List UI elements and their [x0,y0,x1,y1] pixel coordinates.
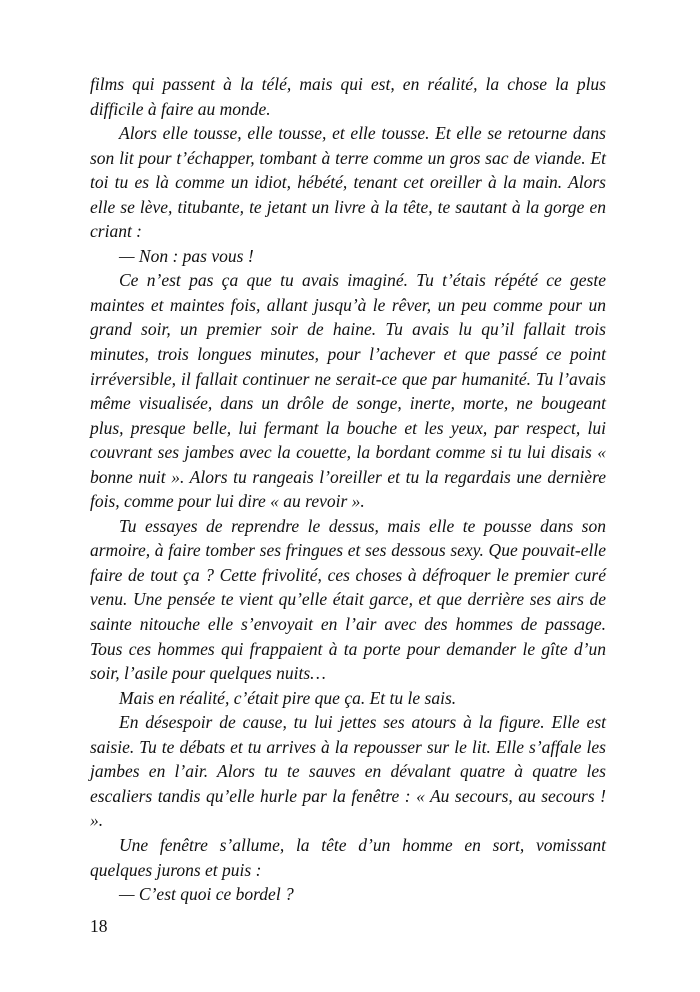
dialogue-line: — C’est quoi ce bordel ? [119,884,294,905]
dialogue-line: — Non : pas vous ! [119,245,254,266]
paragraph: Ce n’est pas ça que tu avais imaginé. Tu t’étais répété ce geste maintes et maintes fois, allant jusqu’à le rêver, un peu comme pour un grand soir, un premier soir de haine. Tu avais lu qu’il fallait trois minutes, trois longues minutes, pour l’achever et que passé ce point irréversible, il fallait continuer ne serait-ce que par humanité. Tu l’avais même visualisée, dans un drôle de songe, inerte, morte, ne bougeant plus, presque belle, lui fermant la bouche et les yeux, par respect, lui couvrant ses jambes avec la couette, la bordant comme si tu lui disais « bonne nuit ». Alors tu rangeais l’oreiller et tu la regardais une dernière fois, comme pour lui dire « au revoir ». [90,270,606,512]
page-number: 18 [90,916,108,936]
paragraph: Mais en réalité, c’était pire que ça. Et tu le sais. [119,687,457,708]
paragraph: Alors elle tousse, elle tousse, et elle tousse. Et elle se retourne dans son lit pour t’échapper, tombant à terre comme un gros sac de viande. Et toi tu es là comme un idiot, hébété, tenant cet oreiller à la main. Alors elle se lève, titubante, te jetant un livre à la tête, te sautant à la gorge en criant : [90,123,606,242]
body-text [90,72,606,907]
paragraph: Une fenêtre s’allume, la tête d’un homme en sort, vomissant quelques jurons et puis : [90,834,606,880]
paragraph: En désespoir de cause, tu lui jettes ses atours à la figure. Elle est saisie. Tu te débats et tu arrives à la repousser sur le lit. Elle s’affale les jambes en l’air. Alors tu te sauves en dévalant quatre à quatre les escaliers tandis qu’elle hurle par la fenêtre : « Au secours, au secours ! ». [90,712,606,831]
paragraph: films qui passent à la télé, mais qui est, en réalité, la chose la plus difficile à faire au monde. [90,74,606,119]
paragraph: Tu essayes de reprendre le dessus, mais elle te pousse dans son armoire, à faire tomber ses fringues et ses dessous sexy. Que pouvait-elle faire de tout ça ? Cette frivolité, ces choses à défroquer le premier curé venu. Une pensée te vient qu’elle était garce, et que derrière ses airs de sainte nitouche elle s’envoyait en l’air avec des hommes de passage. Tous ces hommes qui frappaient à ta porte pour demander le gîte d’un soir, l’asile pour quelques nuits… [90,515,606,684]
